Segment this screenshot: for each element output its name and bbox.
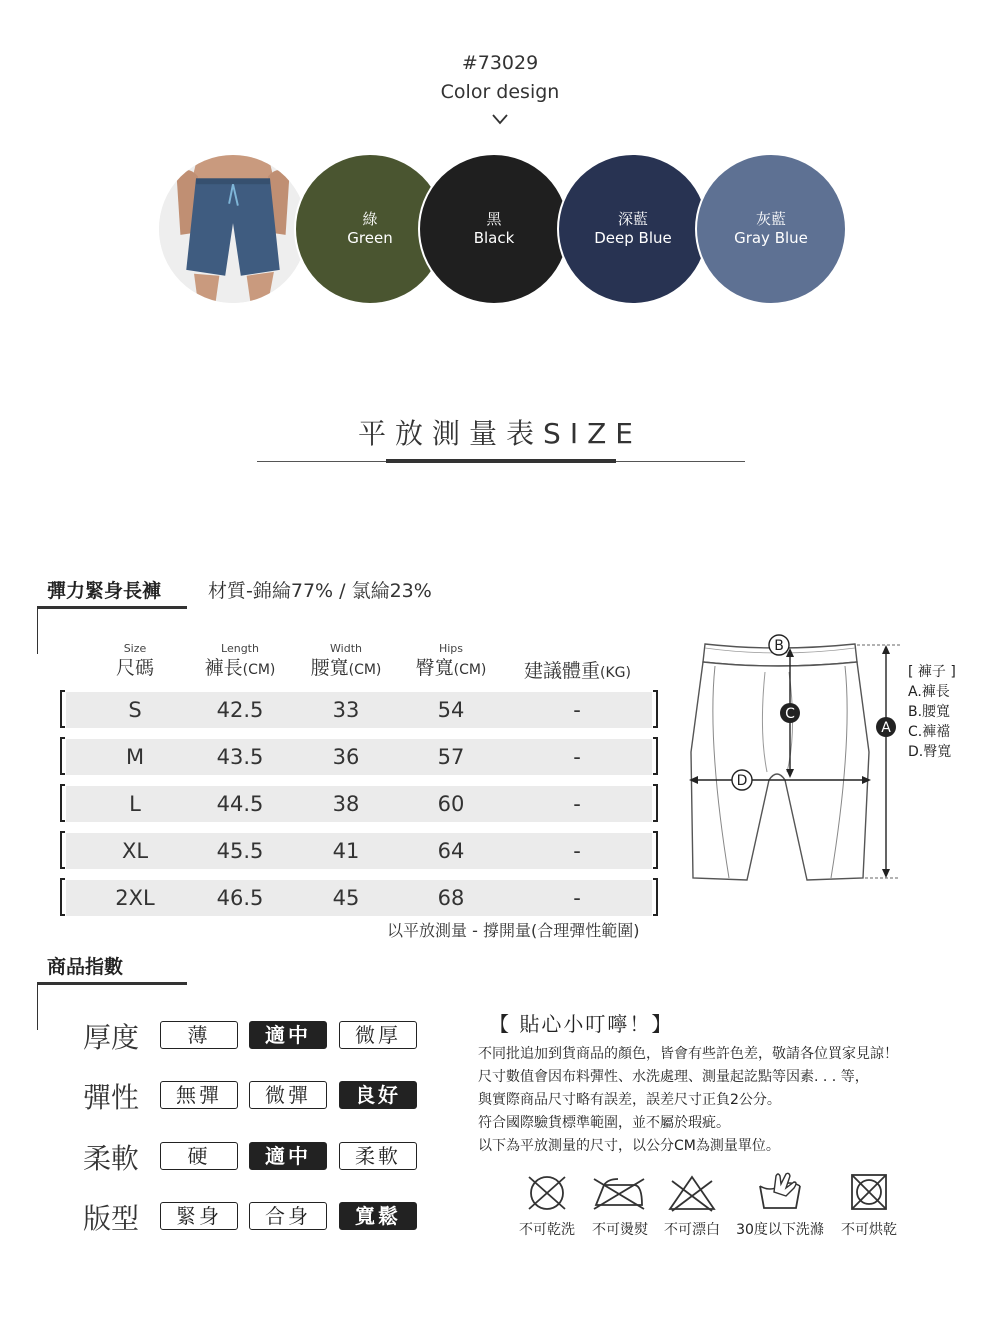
- care-label: 不可漂白: [664, 1222, 720, 1238]
- row-bracket-left: [60, 690, 65, 728]
- option-regular: 合身: [249, 1202, 327, 1230]
- table-row: [60, 833, 658, 869]
- product-material: 材質-錦綸77% / 氯綸23%: [208, 580, 432, 602]
- cell-weight: -: [573, 698, 581, 722]
- option-hard: 硬: [160, 1142, 238, 1170]
- cell-hips: 57: [437, 745, 465, 769]
- product-sku: #73029: [461, 52, 539, 74]
- care-label: 30度以下洗滌: [736, 1222, 824, 1238]
- cell-hips: 68: [437, 886, 465, 910]
- col-header-en: Size: [123, 642, 147, 655]
- col-header-en: Hips: [438, 642, 464, 655]
- option-thin: 薄: [160, 1021, 238, 1049]
- color-swatch-deep-blue[interactable]: [557, 153, 709, 305]
- marker-d-label: D: [736, 773, 748, 789]
- cell-length: 42.5: [216, 698, 264, 722]
- row-bracket-right: [653, 878, 658, 916]
- col-header-unit: (CM): [453, 662, 487, 678]
- cell-width: 33: [332, 698, 360, 722]
- index-label-thickness: 厚度: [83, 1021, 140, 1054]
- cell-width: 38: [332, 792, 360, 816]
- cell-length: 45.5: [216, 839, 264, 863]
- hand-wash-30-icon: [756, 1170, 804, 1214]
- col-header-en: Width: [330, 642, 362, 655]
- section-bracket: [37, 984, 38, 1030]
- col-header-unit: (CM): [348, 662, 382, 678]
- color-zh: 深藍: [617, 210, 648, 228]
- cell-length: 46.5: [216, 886, 264, 910]
- marker-a-label: A: [881, 720, 891, 736]
- index-title: 商品指數: [47, 956, 124, 978]
- option-medium-soft-selected: 適中: [249, 1142, 327, 1170]
- reminder-line: 不同批追加到貨商品的顏色，皆會有些許色差，敬請各位買家見諒！: [478, 1046, 898, 1062]
- row-bracket-right: [653, 737, 658, 775]
- reminder-line: 尺寸數值會因布料彈性、水洗處理、測量起訖點等因素. . . 等，: [478, 1069, 869, 1085]
- cell-hips: 54: [437, 698, 465, 722]
- index-label-elasticity: 彈性: [83, 1081, 140, 1114]
- cell-weight: -: [573, 745, 581, 769]
- reminder-line: 以下為平放測量的尺寸，以公分CM為測量單位。: [478, 1138, 780, 1154]
- no-dry-clean-icon: [525, 1173, 569, 1213]
- col-header-zh: 建議體重: [524, 660, 601, 682]
- row-bracket-right: [653, 690, 658, 728]
- cell-size: S: [128, 698, 142, 722]
- cell-weight: -: [573, 839, 581, 863]
- reminder-line: 與實際商品尺寸略有誤差，誤差尺寸正負2公分。: [478, 1092, 781, 1108]
- option-no-stretch: 無彈: [160, 1081, 238, 1109]
- col-header-length: [190, 642, 290, 680]
- col-header-weight: [510, 656, 645, 683]
- cell-size: 2XL: [115, 886, 155, 910]
- col-header-unit: (CM): [242, 662, 276, 678]
- cell-size: M: [125, 745, 145, 769]
- row-bracket-right: [653, 831, 658, 869]
- cell-size: L: [129, 792, 141, 816]
- index-label-softness: 柔軟: [83, 1142, 140, 1175]
- option-good-stretch-selected: 良好: [339, 1081, 417, 1109]
- table-row: [60, 739, 658, 775]
- legend-item: A.褲長: [908, 684, 950, 700]
- shorts-measure-diagram: [685, 632, 905, 888]
- care-label: 不可烘乾: [841, 1222, 897, 1238]
- option-tight: 緊身: [160, 1202, 238, 1230]
- cell-width: 36: [332, 745, 360, 769]
- col-header-zh: 臀寬: [415, 657, 454, 679]
- table-row: [60, 786, 658, 822]
- row-bracket-right: [653, 784, 658, 822]
- index-label-fit: 版型: [83, 1202, 140, 1235]
- col-header-size: [95, 642, 175, 680]
- cell-width: 41: [332, 839, 360, 863]
- chevron-down-icon: [491, 112, 509, 126]
- cell-length: 44.5: [216, 792, 264, 816]
- table-note: 以平放測量 - 撐開量(合理彈性範圍): [387, 921, 640, 940]
- legend-item: D.臀寬: [908, 744, 952, 760]
- color-design-label: Color design: [440, 81, 560, 103]
- col-header-zh: 腰寬: [310, 657, 349, 679]
- marker-c: [780, 703, 800, 723]
- color-en: Green: [347, 229, 393, 247]
- table-row: [60, 692, 658, 728]
- marker-d: [732, 770, 752, 790]
- color-zh: 黑: [486, 210, 502, 228]
- option-medium-selected: 適中: [249, 1021, 327, 1049]
- col-header-zh: 尺碼: [115, 657, 154, 679]
- cell-hips: 60: [437, 792, 465, 816]
- color-en: Deep Blue: [594, 229, 672, 247]
- option-thick: 微厚: [339, 1021, 417, 1049]
- section-bracket: [37, 608, 38, 654]
- row-bracket-left: [60, 831, 65, 869]
- row-bracket-left: [60, 878, 65, 916]
- section-underline: [37, 982, 187, 985]
- no-iron-icon: [590, 1175, 648, 1211]
- cell-length: 43.5: [216, 745, 264, 769]
- col-header-hips: [401, 642, 501, 680]
- cell-weight: -: [573, 792, 581, 816]
- col-header-zh: 褲長: [204, 657, 243, 679]
- model-photo: [157, 153, 309, 305]
- cell-width: 45: [332, 886, 360, 910]
- row-bracket-left: [60, 737, 65, 775]
- legend-item: B.腰寬: [908, 704, 951, 720]
- col-header-width: [296, 642, 396, 680]
- color-zh: 綠: [362, 210, 378, 228]
- color-zh: 灰藍: [755, 210, 786, 228]
- marker-b-label: B: [774, 638, 784, 654]
- marker-c-label: C: [785, 706, 795, 722]
- reminder-line: 符合國際驗貨標準範圍，並不屬於瑕疵。: [478, 1115, 730, 1131]
- color-swatch-gray-blue[interactable]: [695, 153, 847, 305]
- col-header-unit: (KG): [600, 665, 631, 681]
- row-bracket-left: [60, 784, 65, 822]
- size-table-title: 平放測量表SIZE: [358, 417, 642, 450]
- section-underline: [37, 606, 187, 609]
- option-slight-stretch: 微彈: [249, 1081, 327, 1109]
- marker-b: [769, 635, 789, 655]
- diagram-legend: [908, 662, 956, 762]
- color-en: Gray Blue: [734, 229, 808, 247]
- col-header-en: Length: [221, 642, 259, 655]
- marker-a: [876, 717, 896, 737]
- no-bleach-icon: [666, 1173, 718, 1213]
- title-underline: [386, 459, 616, 463]
- shorts-model-image: [157, 155, 309, 303]
- legend-title: [ 褲子 ]: [908, 664, 956, 680]
- reminder-title: 【 貼心小叮嚀！】: [489, 1012, 674, 1036]
- product-name: 彈力緊身長褲: [47, 580, 162, 602]
- cell-size: XL: [121, 839, 149, 863]
- no-tumble-dry-icon: [850, 1173, 888, 1211]
- cell-weight: -: [573, 886, 581, 910]
- color-swatch-black[interactable]: [418, 153, 570, 305]
- option-loose-selected: 寬鬆: [339, 1202, 417, 1230]
- color-en: Black: [473, 229, 515, 247]
- cell-hips: 64: [437, 839, 465, 863]
- legend-item: C.褲襠: [908, 724, 951, 740]
- care-label: 不可乾洗: [519, 1222, 575, 1238]
- option-soft: 柔軟: [339, 1142, 417, 1170]
- table-row: [60, 880, 658, 916]
- care-label: 不可燙熨: [592, 1222, 648, 1238]
